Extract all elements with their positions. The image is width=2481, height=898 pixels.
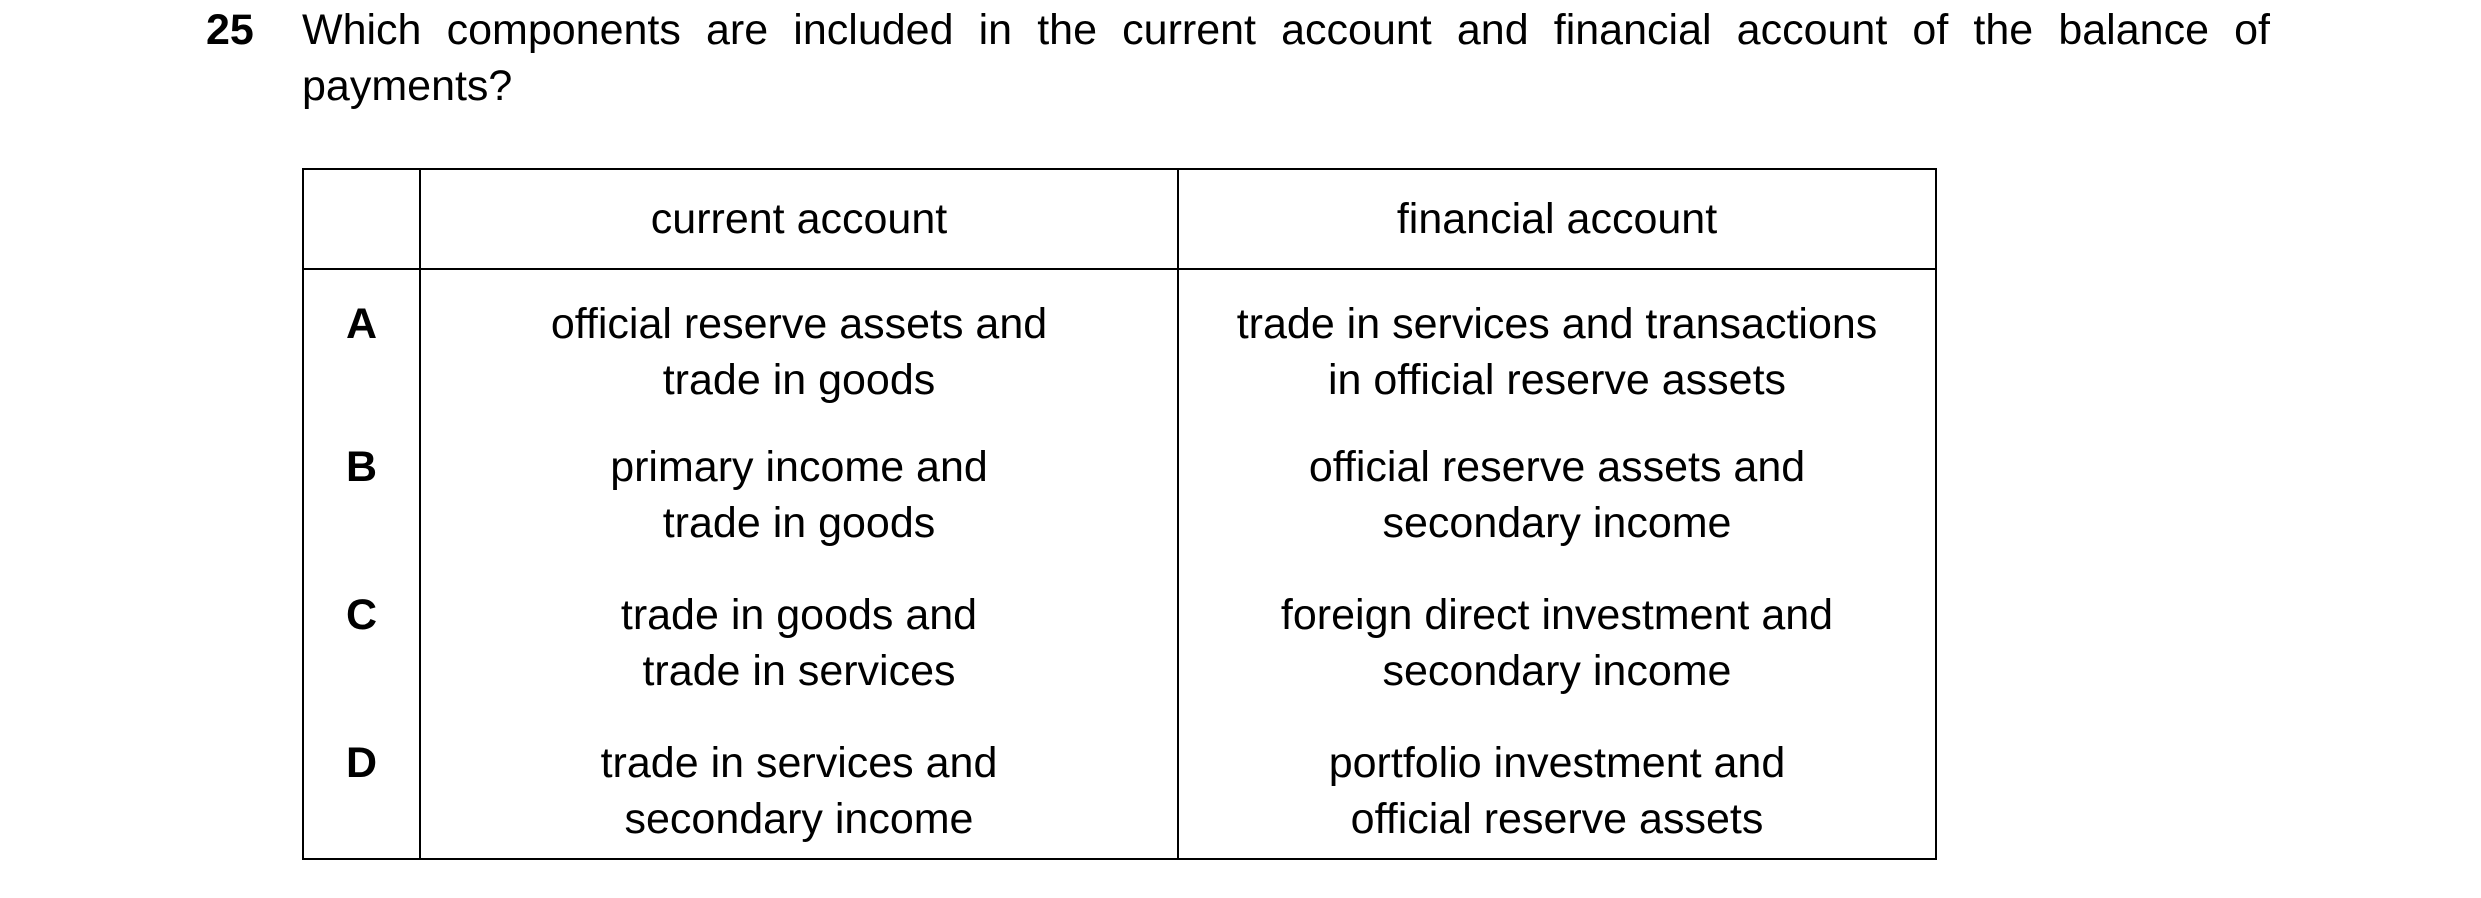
- financial-account-line: trade in services and transactions: [1236, 300, 1878, 348]
- current-account-line: primary income and: [610, 443, 988, 491]
- financial-account-cell: [1178, 269, 1936, 418]
- option-row-b: [303, 418, 1936, 566]
- current-account-line: trade in goods: [662, 499, 936, 547]
- current-account-line: secondary income: [624, 795, 974, 843]
- header-key-cell: [303, 169, 420, 269]
- financial-account-cell: [1178, 714, 1936, 859]
- financial-account-line: secondary income: [1382, 499, 1732, 547]
- current-account-line: trade in services and: [600, 739, 998, 787]
- option-key-d: D: [345, 739, 378, 787]
- financial-account-line: official reserve assets: [1350, 795, 1764, 843]
- current-account-cell: [420, 418, 1178, 566]
- option-key-a: A: [345, 300, 378, 348]
- current-account-line: trade in goods and: [620, 591, 978, 639]
- financial-account-line: in official reserve assets: [1327, 356, 1787, 404]
- option-key-b: B: [345, 443, 378, 491]
- option-key-cell: [303, 418, 420, 566]
- table-header-row: [303, 169, 1936, 269]
- question-number: 25: [206, 6, 254, 54]
- options-table: [302, 168, 1937, 860]
- question-text: Which components are included in the current account and financial account of the balance of payments?: [302, 6, 2270, 110]
- financial-account-cell: [1178, 566, 1936, 714]
- option-row-c: [303, 566, 1936, 714]
- option-key-cell: [303, 714, 420, 859]
- current-account-cell: [420, 566, 1178, 714]
- financial-account-cell: [1178, 418, 1936, 566]
- financial-account-line: secondary income: [1382, 647, 1732, 695]
- header-financial-account: financial account: [1178, 169, 1936, 269]
- header-current-account: current account: [420, 169, 1178, 269]
- current-account-line: official reserve assets and: [550, 300, 1048, 348]
- option-row-a: [303, 269, 1936, 418]
- financial-account-line: portfolio investment and: [1328, 739, 1786, 787]
- current-account-cell: [420, 269, 1178, 418]
- option-key-cell: [303, 269, 420, 418]
- option-row-d: [303, 714, 1936, 859]
- financial-account-line: foreign direct investment and: [1280, 591, 1834, 639]
- current-account-line: trade in goods: [662, 356, 936, 404]
- current-account-cell: [420, 714, 1178, 859]
- option-key-c: C: [345, 591, 378, 639]
- financial-account-line: official reserve assets and: [1308, 443, 1806, 491]
- option-key-cell: [303, 566, 420, 714]
- current-account-line: trade in services: [642, 647, 956, 695]
